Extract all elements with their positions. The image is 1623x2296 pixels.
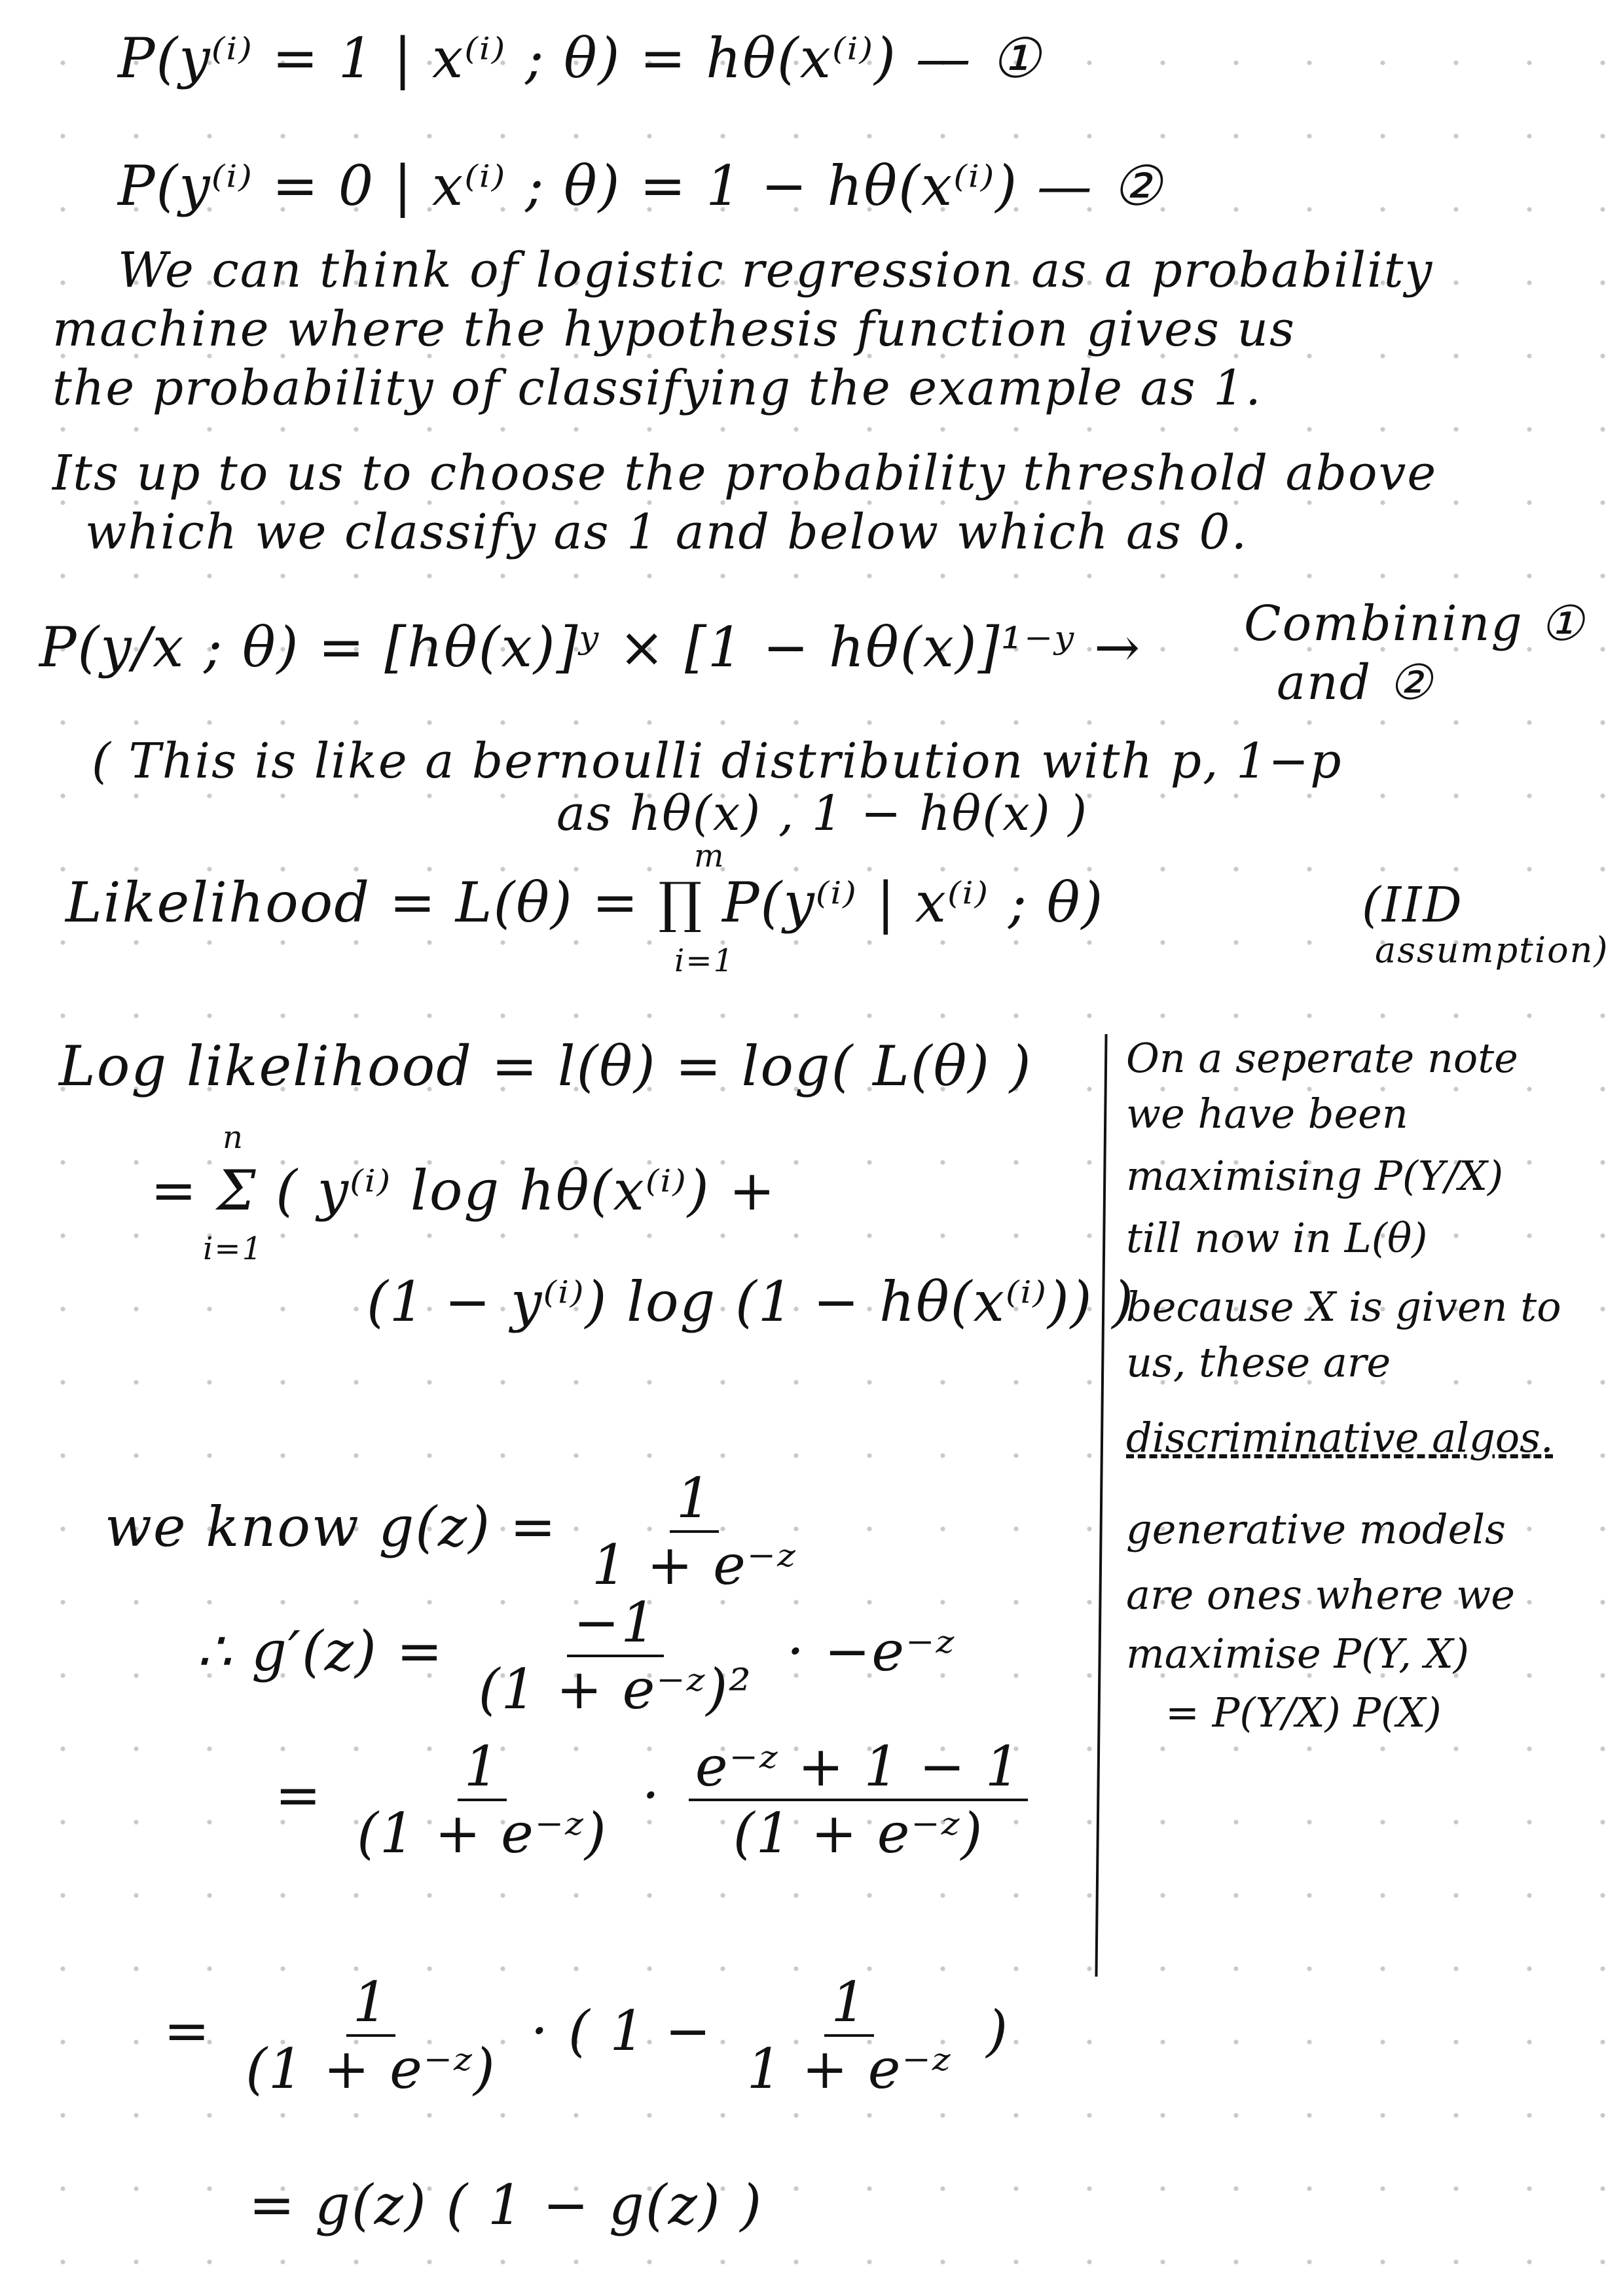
numerator: 1 [346, 1970, 395, 2037]
numerator: 1 [824, 1970, 873, 2037]
fraction [740, 1970, 958, 2101]
derivative-fraction [472, 1590, 759, 1721]
paragraph-line: the probability of classifying the example as 1. [52, 360, 1262, 416]
side-note-line: On a seperate note [1126, 1034, 1518, 1082]
equation-2: P(y⁽ⁱ⁾ = 0 | x⁽ⁱ⁾ ; θ) = 1 − hθ(x⁽ⁱ⁾) — ② [118, 154, 1163, 218]
equals-sign: = [164, 1999, 211, 2063]
divider-line [1095, 1034, 1107, 1977]
dot: · [642, 1763, 661, 1827]
denominator: (1 + e⁻ᶻ) [733, 1801, 984, 1865]
numerator: 1 [670, 1466, 719, 1533]
denominator: 1 + e⁻ᶻ [746, 2037, 952, 2101]
numerator: −1 [567, 1590, 664, 1657]
derivative-lhs: ∴ g′(z) = [196, 1619, 444, 1683]
paragraph-line: which we classify as 1 and below which as 0. [85, 504, 1249, 560]
close-paren: ) [986, 1999, 1010, 2063]
side-note-line: us, these are [1126, 1338, 1391, 1386]
derivative-result: = g(z) ( 1 − g(z) ) [249, 2173, 763, 2237]
log-likelihood-term: (1 − y⁽ⁱ⁾) log (1 − hθ(x⁽ⁱ⁾)) ) [367, 1270, 1135, 1334]
denominator: (1 + e⁻ᶻ) [246, 2037, 496, 2101]
product-lower: i=1 [674, 942, 735, 979]
log-likelihood-sum: = Σ ( y⁽ⁱ⁾ log hθ(x⁽ⁱ⁾) + [151, 1158, 776, 1223]
numerator: 1 [458, 1734, 507, 1801]
denominator: 1 + e⁻ᶻ [591, 1533, 797, 1597]
one-minus: · ( 1 − [530, 1999, 712, 2063]
bernoulli-note: as hθ(x) , 1 − hθ(x) ) [556, 785, 1089, 842]
paragraph-line: We can think of logistic regression as a probability [118, 242, 1434, 298]
equals-sign: = [275, 1763, 323, 1827]
side-note-line: because X is given to [1126, 1283, 1561, 1331]
combining-note: Combining ① [1244, 596, 1585, 652]
side-note-line: are ones where we [1126, 1571, 1515, 1619]
iid-note: assumption) [1375, 929, 1609, 971]
side-note-line: maximising P(Y/X) [1126, 1152, 1504, 1200]
side-note-line: generative models [1126, 1505, 1506, 1553]
fraction [239, 1970, 503, 2101]
bernoulli-note: ( This is like a bernoulli distribution with p, 1−p [92, 733, 1343, 789]
sigmoid-fraction [585, 1466, 803, 1597]
derivative-step-3 [164, 1970, 1009, 2101]
derivative-step-2 [275, 1734, 1037, 1865]
sigmoid-derivative [196, 1590, 955, 1721]
paragraph-line: machine where the hypothesis function gives us [52, 301, 1296, 357]
side-note-line: maximise P(Y, X) [1126, 1630, 1469, 1677]
sigmoid-definition [105, 1466, 812, 1597]
derivative-chain: · −e⁻ᶻ [786, 1619, 956, 1683]
bernoulli-combined-formula: P(y/x ; θ) = [hθ(x)]ʸ × [1 − hθ(x)]¹⁻ʸ → [39, 615, 1142, 679]
numerator: e⁻ᶻ + 1 − 1 [689, 1734, 1028, 1801]
likelihood-formula: Likelihood = L(θ) = ∏ P(y⁽ⁱ⁾ | x⁽ⁱ⁾ ; θ) [65, 870, 1104, 935]
paragraph-line: Its up to us to choose the probability threshold above [52, 445, 1438, 501]
sum-upper: n [223, 1119, 244, 1156]
sigmoid-lhs: we know g(z) = [105, 1495, 558, 1559]
fraction [350, 1734, 614, 1865]
side-note-line: till now in L(θ) [1126, 1214, 1428, 1262]
product-upper: m [694, 838, 725, 874]
denominator: (1 + e⁻ᶻ)² [478, 1657, 752, 1721]
log-likelihood-definition: Log likelihood = l(θ) = log( L(θ) ) [59, 1034, 1032, 1098]
side-note-line: discriminative algos. [1126, 1414, 1554, 1462]
iid-note: (IID [1362, 877, 1463, 933]
side-note-line: = P(Y/X) P(X) [1165, 1689, 1442, 1736]
side-note-line: we have been [1126, 1090, 1408, 1138]
fraction [689, 1734, 1028, 1865]
combining-note: and ② [1277, 655, 1434, 711]
equation-1: P(y⁽ⁱ⁾ = 1 | x⁽ⁱ⁾ ; θ) = hθ(x⁽ⁱ⁾) — ① [118, 26, 1042, 90]
denominator: (1 + e⁻ᶻ) [357, 1801, 608, 1865]
sum-lower: i=1 [203, 1230, 264, 1267]
